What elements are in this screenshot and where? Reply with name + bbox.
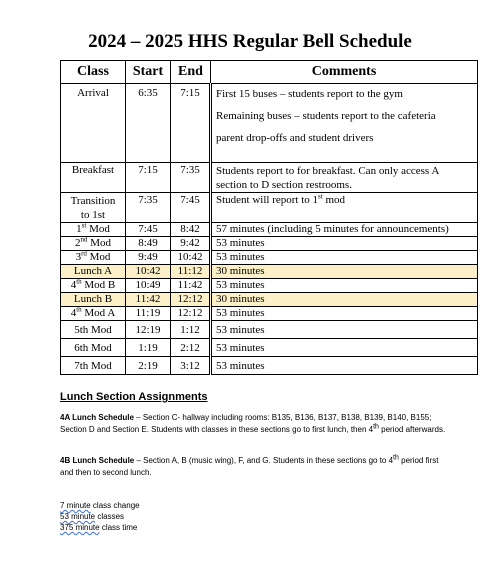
comment-cell: 53 minutes	[211, 339, 478, 357]
end-cell: 9:42	[171, 237, 211, 251]
table-row	[61, 223, 478, 237]
comment-line: Students report to for breakfast. Can only access A	[216, 165, 440, 177]
comment-cell	[211, 84, 478, 163]
class-line: to 1st	[80, 209, 106, 221]
lunch-4b-label: 4B Lunch Schedule	[60, 456, 135, 465]
table-row	[61, 357, 478, 375]
start-cell: 2:19	[126, 357, 171, 375]
table-row-lunch-a	[61, 265, 478, 279]
class-cell: 4th Mod A	[61, 307, 126, 321]
header-end: End	[171, 61, 211, 84]
comment-line: parent drop-offs and student drivers	[216, 132, 374, 144]
end-cell: 8:42	[171, 223, 211, 237]
comment-cell: 53 minutes	[211, 321, 478, 339]
end-cell: 10:42	[171, 251, 211, 265]
comment-line: First 15 buses – students report to the gym	[216, 88, 403, 100]
lunch-4b-paragraph: 4B Lunch Schedule – Section A, B (music wing), F, and G. Students in these sections go to 4th period first and then to second lunch.	[60, 454, 439, 477]
comment-line: Remaining buses – students report to the cafeteria	[216, 110, 436, 122]
lunch-4a-label: 4A Lunch Schedule	[60, 413, 134, 422]
header-class: Class	[61, 61, 126, 84]
table-row	[61, 321, 478, 339]
table-header-row	[61, 61, 478, 84]
comment-cell: 53 minutes	[211, 237, 478, 251]
table-row	[61, 163, 478, 193]
comment-cell: 30 minutes	[211, 265, 478, 279]
end-cell: 7:15	[171, 84, 211, 163]
schedule-notes	[60, 500, 140, 533]
class-cell: 6th Mod	[61, 339, 126, 357]
page-title: 2024 – 2025 HHS Regular Bell Schedule	[88, 31, 412, 52]
start-cell: 7:15	[126, 163, 171, 193]
table-row	[61, 193, 478, 223]
end-cell: 7:35	[171, 163, 211, 193]
end-cell: 11:42	[171, 279, 211, 293]
note-line: 375 minute class time	[60, 523, 138, 532]
comment-cell: 57 minutes (including 5 minutes for announcements)	[211, 223, 478, 237]
start-cell: 12:19	[126, 321, 171, 339]
note-line: 7 minute class change	[60, 501, 140, 510]
comment-cell: Student will report to 1st mod	[211, 193, 478, 223]
class-cell: 3rd Mod	[61, 251, 126, 265]
start-cell: 7:35	[126, 193, 171, 223]
end-cell: 11:12	[171, 265, 211, 279]
start-cell: 1:19	[126, 339, 171, 357]
end-cell: 3:12	[171, 357, 211, 375]
header-comments: Comments	[211, 61, 478, 84]
table-row-lunch-b	[61, 293, 478, 307]
table-row	[61, 251, 478, 265]
end-cell: 12:12	[171, 293, 211, 307]
end-cell: 1:12	[171, 321, 211, 339]
table-row	[61, 307, 478, 321]
table-row	[61, 237, 478, 251]
start-cell: 6:35	[126, 84, 171, 163]
comment-cell: 53 minutes	[211, 357, 478, 375]
class-cell: 7th Mod	[61, 357, 126, 375]
start-cell: 9:49	[126, 251, 171, 265]
class-cell: Arrival	[61, 84, 126, 163]
class-cell: 2nd Mod	[61, 237, 126, 251]
table-row	[61, 84, 478, 163]
comment-cell: 53 minutes	[211, 279, 478, 293]
comment-cell: 53 minutes	[211, 251, 478, 265]
end-cell: 2:12	[171, 339, 211, 357]
class-cell: Lunch A	[61, 265, 126, 279]
start-cell: 7:45	[126, 223, 171, 237]
start-cell: 10:42	[126, 265, 171, 279]
class-cell: 5th Mod	[61, 321, 126, 339]
class-cell	[61, 193, 126, 223]
start-cell: 10:49	[126, 279, 171, 293]
class-cell: 4th Mod B	[61, 279, 126, 293]
table-row	[61, 339, 478, 357]
comment-cell: 53 minutes	[211, 307, 478, 321]
lunch-section-heading: Lunch Section Assignments	[60, 391, 208, 403]
bell-schedule-table	[60, 60, 478, 375]
end-cell: 12:12	[171, 307, 211, 321]
class-cell: 1st Mod	[61, 223, 126, 237]
class-cell: Lunch B	[61, 293, 126, 307]
comment-cell: 30 minutes	[211, 293, 478, 307]
class-line: Transition	[70, 195, 116, 207]
start-cell: 11:19	[126, 307, 171, 321]
comment-line: section to D section restrooms.	[216, 179, 352, 191]
comment-cell	[211, 163, 478, 193]
end-cell: 7:45	[171, 193, 211, 223]
table-row	[61, 279, 478, 293]
start-cell: 11:42	[126, 293, 171, 307]
header-start: Start	[126, 61, 171, 84]
start-cell: 8:49	[126, 237, 171, 251]
note-line: 53 minute classes	[60, 512, 125, 521]
class-cell: Breakfast	[61, 163, 126, 193]
lunch-4a-paragraph: 4A Lunch Schedule – Section C- hallway including rooms: B135, B136, B137, B138, B139, B140, B155; Section D and Section E. Students with classes in these sections go to first lunch, then 4th period afterwards.	[60, 413, 446, 434]
